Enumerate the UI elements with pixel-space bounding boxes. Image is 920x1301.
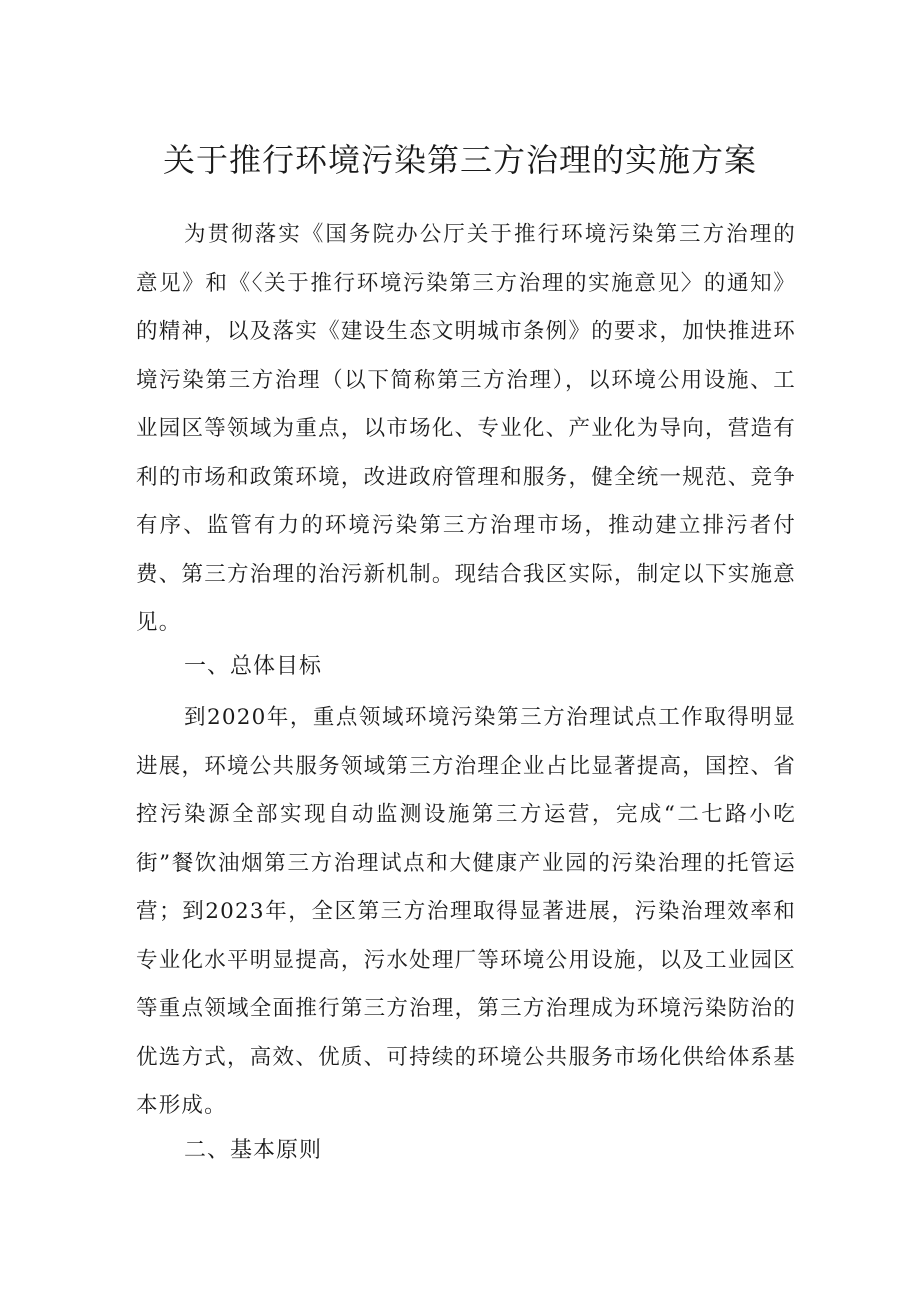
- section-heading-basic-principles: 二、基本原则: [184, 1138, 323, 1163]
- document-title: 关于推行环境污染第三方治理的实施方案: [162, 141, 757, 179]
- overall-goals-paragraph: 到2020年，重点领域环境污染第三方治理试点工作取得明显进展，环境公共服务领域第三方治理企业占比显著提高，国控、省控污染源全部实现自动监测设施第三方运营，完成“二七路小吃街”餐饮油烟第三方治理试点和大健康产业园的污染治理的托管运营；到2023年，全区第三方治理取得显著进展，污染治理效率和专业化水平明显提高，污水处理厂等环境公用设施，以及工业园区等重点领域全面推行第三方治理，第三方治理成为环境污染防治的优选方式，高效、优质、可持续的环境公共服务市场化供给体系基本形成。: [136, 705, 796, 1118]
- intro-paragraph: 为贯彻落实《国务院办公厅关于推行环境污染第三方治理的意见》和《〈关于推行环境污染第三方治理的实施意见〉的通知》的精神，以及落实《建设生态文明城市条例》的要求，加快推进环境污染第三方治理（以下简称第三方治理），以环境公用设施、工业园区等领域为重点，以市场化、专业化、产业化为导向，营造有利的市场和政策环境，改进政府管理和服务，健全统一规范、竞争有序、监管有力的环境污染第三方治理市场，推动建立排污者付费、第三方治理的治污新机制。现结合我区实际，制定以下实施意见。: [136, 222, 796, 635]
- section-heading-overall-goals: 一、总体目标: [184, 654, 323, 679]
